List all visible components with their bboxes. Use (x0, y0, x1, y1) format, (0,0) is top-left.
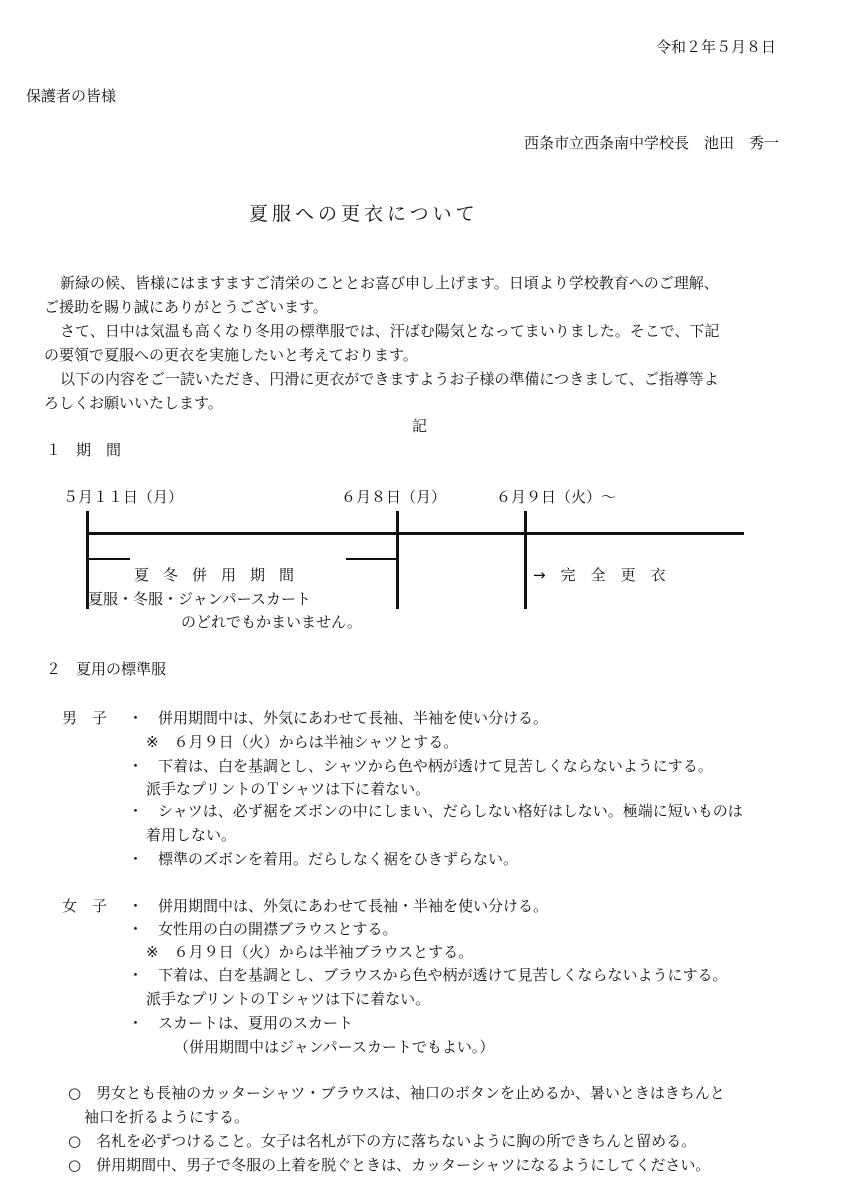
period-desc-line1: 夏服・冬服・ジャンパースカート (88, 590, 311, 608)
girls-label: 女 子 (62, 897, 108, 915)
boys-label: 男 子 (62, 709, 108, 727)
timeline-tick-end (396, 511, 399, 609)
full-change-date: ６月９日（火）～ (496, 488, 617, 506)
intro-line: 新緑の候、皆様にはますますご清栄のこととお喜び申し上げます。日頃より学校教育へのご理解、 (60, 274, 719, 292)
intro-line: 以下の内容をご一読いただき、円滑に更衣ができますようお子様の準備につきまして、ご指導等よ (60, 370, 719, 388)
boys-rule: ・ 併用期間中は、外気にあわせて長袖、半袖を使い分ける。 (128, 709, 549, 727)
period-bracket-right (346, 558, 398, 560)
intro-line: ご援助を賜り誠にありがとうございます。 (44, 298, 328, 316)
document-title: 夏服への更衣について (249, 203, 479, 225)
girls-rule: 派手なプリントのＴシャツは下に着ない。 (146, 990, 431, 1008)
note-item: 袖口を折るようにする。 (84, 1108, 250, 1126)
period-desc-line2: のどれでもかまいません。 (181, 613, 362, 631)
girls-rule: ・ スカートは、夏用のスカート (128, 1014, 354, 1032)
document-date: 令和２年５月８日 (656, 38, 777, 56)
boys-rule: 着用しない。 (146, 826, 237, 844)
boys-rule: ※ ６月９日（火）からは半袖シャツとする。 (146, 733, 459, 751)
boys-rule: ・ シャツは、必ず裾をズボンの中にしまい、だらしない格好はしない。極端に短いものは (128, 802, 743, 820)
timeline-tick-full (524, 511, 527, 609)
period-label: 夏冬併用期間 (134, 566, 309, 584)
period-bracket-left (86, 558, 130, 560)
girls-rule: （併用期間中はジャンパースカートでもよい。） (174, 1038, 495, 1056)
ki-heading: 記 (412, 417, 428, 435)
note-item: ○ 併用期間中、男子で冬服の上着を脱ぐときは、カッターシャツになるようにしてください。 (68, 1156, 711, 1174)
girls-rule: ・ 女性用の白の開襟ブラウスとする。 (128, 920, 398, 938)
girls-rule: ・ 併用期間中は、外気にあわせて長袖・半袖を使い分ける。 (128, 897, 549, 915)
intro-line: さて、日中は気温も高くなり冬用の標準服では、汗ばむ陽気となってまいりました。そこで、下記 (60, 322, 720, 340)
sender: 西条市立西条南中学校長 池田 秀一 (524, 134, 780, 152)
note-item: ○ 男女とも長袖のカッターシャツ・ブラウスは、袖口のボタンを止めるか、暑いときはきちんと (68, 1084, 725, 1102)
note-item: ○ 名札を必ずつけること。女子は名札が下の方に落ちないように胸の所できちんと留める。 (68, 1132, 697, 1150)
boys-rule: ・ 標準のズボンを着用。だらしなく裾をひきずらない。 (128, 850, 519, 868)
girls-rule: ※ ６月９日（火）からは半袖ブラウスとする。 (146, 943, 474, 961)
intro-line: の要領で夏服への更衣を実施したいと考えております。 (44, 346, 418, 364)
section1-heading: １ 期 間 (46, 441, 122, 459)
start-date: ５月１１日（月） (63, 488, 184, 506)
boys-rule: ・ 下着は、白を基調とし、シャツから色や柄が透けて見苦しくならないようにする。 (128, 757, 713, 775)
girls-rule: ・ 下着は、白を基調とし、ブラウスから色や柄が透けて見苦しくならないようにする。 (128, 966, 728, 984)
full-change-label: → 完 全 更 衣 (533, 566, 666, 584)
timeline-axis (88, 532, 744, 535)
intro-line: ろしくお願いいたします。 (44, 394, 223, 412)
intro-paragraphs (44, 271, 824, 415)
end-date: ６月８日（月） (341, 488, 447, 506)
addressee: 保護者の皆様 (26, 87, 117, 105)
boys-rule: 派手なプリントのＴシャツは下に着ない。 (146, 780, 431, 798)
section2-heading: ２ 夏用の標準服 (46, 660, 167, 678)
